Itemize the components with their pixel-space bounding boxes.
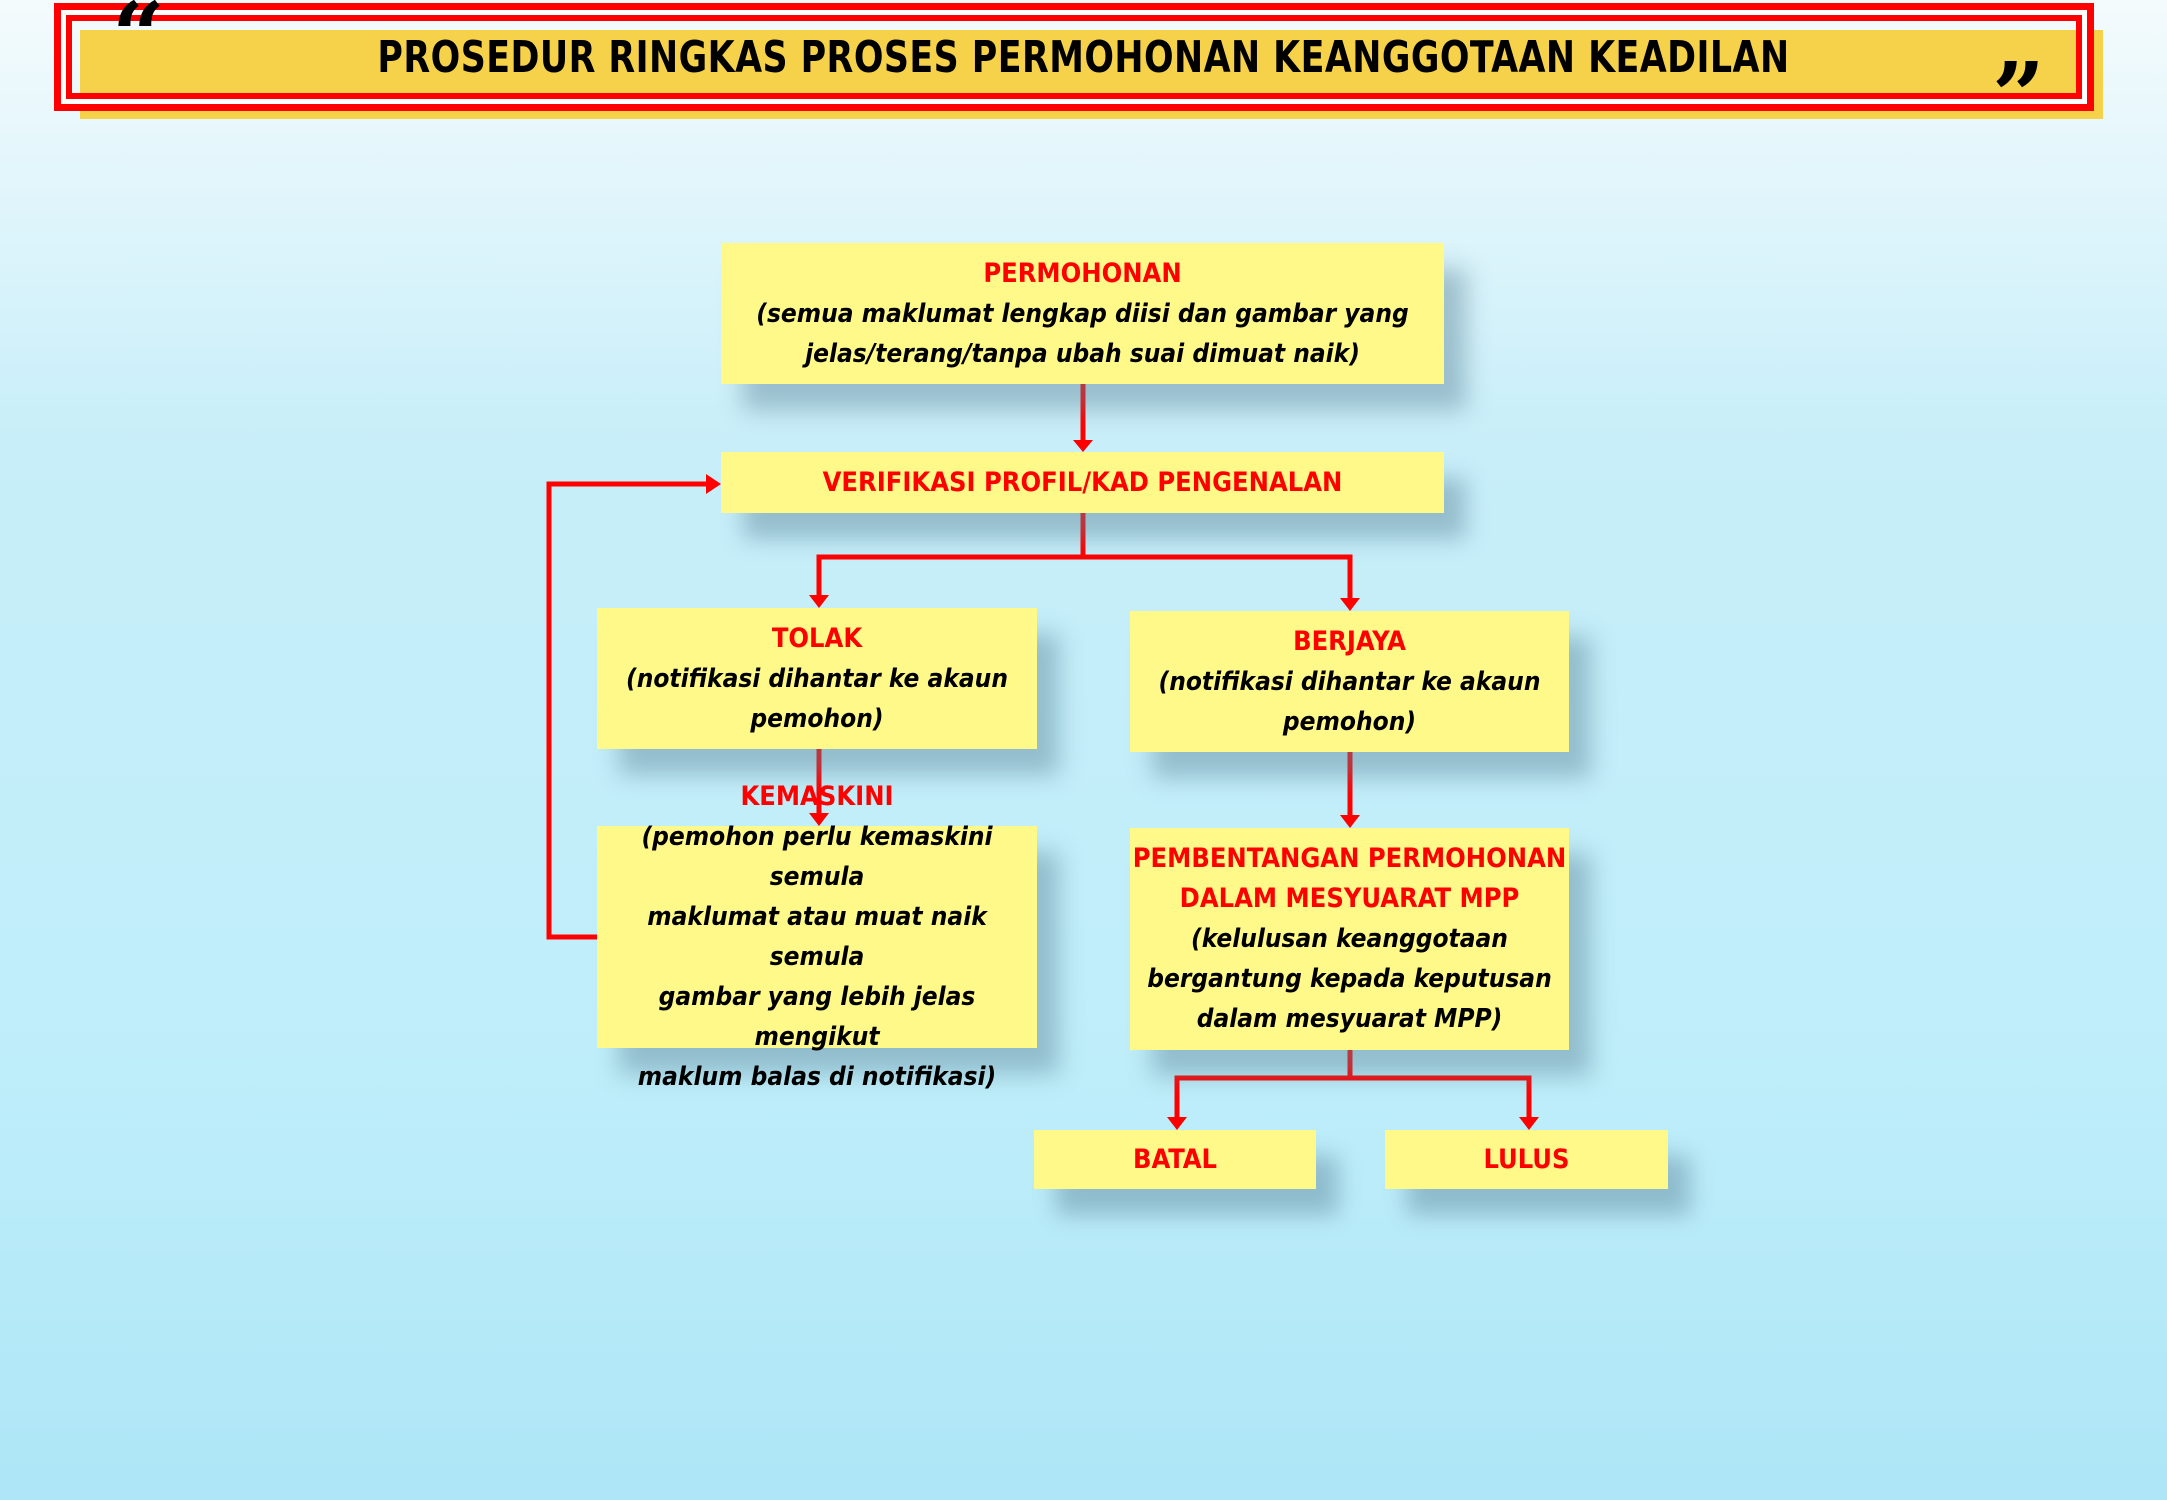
arrow-verifikasi-to-tolak (819, 513, 1083, 595)
arrow-pembentangan-to-lulus (1350, 1078, 1529, 1117)
node-desc-line: bergantung kepada keputusan (1147, 964, 1552, 994)
node-desc-line: (notifikasi dihantar ke akaun (626, 663, 1008, 694)
arrow-verifikasi-to-berjaya (1083, 557, 1350, 598)
node-title: KEMASKINI (740, 781, 894, 812)
node-title: BERJAYA (1293, 625, 1406, 657)
node-desc-line: (notifikasi dihantar ke akaun (1158, 666, 1541, 697)
node-desc-line: (kelulusan keanggotaan (1191, 924, 1508, 954)
page-title: PROSEDUR RINGKAS PROSES PERMOHONAN KEANGGOTAAN KEADILAN (377, 32, 1790, 83)
node-verifikasi (721, 452, 1444, 513)
node-title: PEMBENTANGAN PERMOHONAN (1132, 843, 1567, 874)
node-pembentangan (1130, 828, 1569, 1050)
node-lulus (1385, 1130, 1668, 1189)
open-quote-icon: “ (112, 0, 165, 90)
node-title: LULUS (1483, 1143, 1570, 1175)
node-desc-line: pemohon) (750, 703, 884, 734)
node-desc-line: maklum balas di notifikasi) (637, 1062, 997, 1092)
node-title: BATAL (1133, 1143, 1217, 1175)
node-berjaya (1130, 611, 1569, 752)
node-desc-line: pemohon) (1282, 706, 1417, 737)
node-permohonan (721, 243, 1444, 384)
node-kemaskini (597, 781, 1037, 1092)
node-title: TOLAK (771, 622, 863, 654)
node-desc-line: maklumat atau muat naik semula (647, 902, 987, 972)
node-desc-line: gambar yang lebih jelas mengikut (658, 982, 976, 1052)
node-tolak (597, 608, 1037, 749)
close-quote-icon: ” (1992, 42, 2045, 150)
node-desc-line: (pemohon perlu kemaskini semula (641, 822, 993, 892)
arrow-pembentangan-to-batal (1177, 1050, 1350, 1117)
node-title: VERIFIKASI PROFIL/KAD PENGENALAN (822, 466, 1343, 498)
node-title: DALAM MESYUARAT MPP (1179, 883, 1520, 914)
node-desc-line: jelas/terang/tanpa ubah suai dimuat naik) (805, 338, 1360, 369)
node-batal (1034, 1130, 1316, 1189)
node-desc-line: (semua maklumat lengkap diisi dan gambar yang (756, 298, 1409, 329)
node-desc-line: dalam mesyuarat MPP) (1196, 1004, 1503, 1034)
node-title: PERMOHONAN (983, 257, 1182, 289)
